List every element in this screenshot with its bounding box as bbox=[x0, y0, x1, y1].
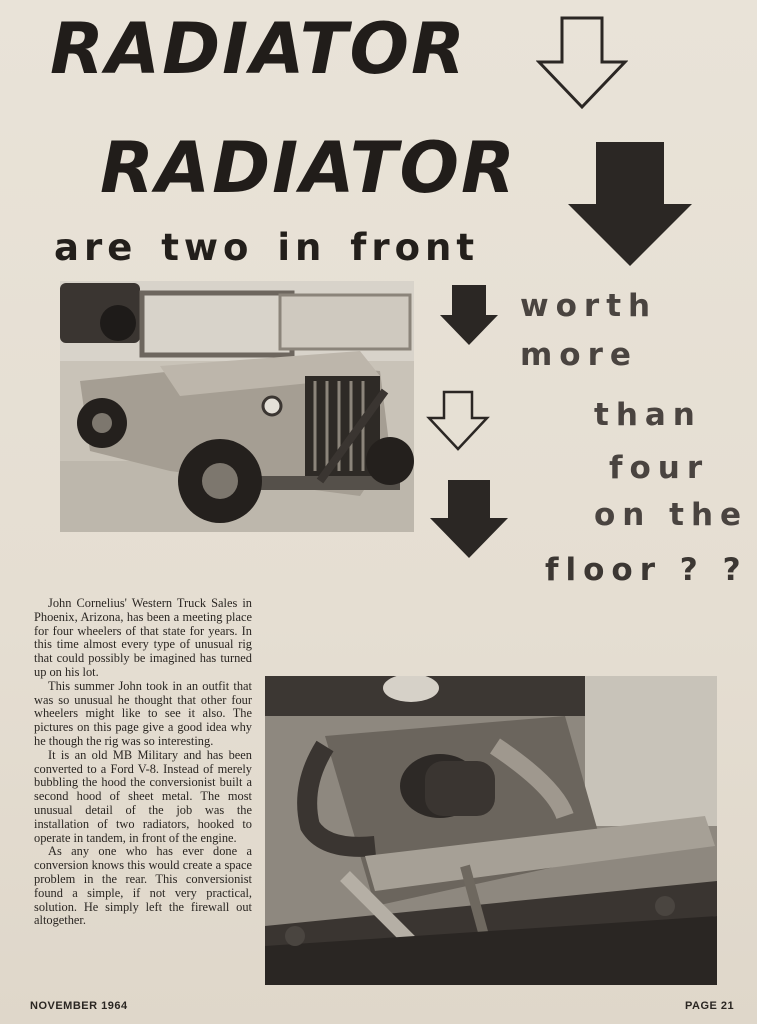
article-body bbox=[34, 597, 252, 928]
tagline-word-5: on the bbox=[594, 497, 749, 533]
article-paragraph: As any one who has ever done a conversion knows this would create a space problem in the rear. This conversionist found a simple, if not very practical, solution. He simply left the firewall out altogether. bbox=[34, 844, 252, 928]
tagline-word-1: worth bbox=[520, 288, 658, 324]
footer-page-number: PAGE 21 bbox=[685, 1000, 735, 1012]
arrow-down-outline-icon bbox=[536, 16, 628, 110]
article-paragraph: This summer John took in an outfit that was so unusual he thought that other four wheelers might like to see it also. The pictures on this page give a good idea why he though the rig was so interesting. bbox=[34, 678, 252, 748]
tagline-word-4: four bbox=[609, 450, 710, 486]
article-paragraph: It is an old MB Military and has been converted to a Ford V-8. Instead of merely bubbling the hood the conversionist built a second hood of sheet metal. The most unusual detail of the job was the installation of two radiators, hooked to operate in tandem, in front of the engine. bbox=[34, 747, 252, 845]
arrow-down-solid-icon bbox=[438, 285, 500, 347]
subheadline: are two in front bbox=[54, 226, 480, 269]
arrow-down-solid-icon bbox=[566, 142, 694, 268]
jeep-photo bbox=[60, 281, 414, 532]
headline-line-2: RADIATOR bbox=[100, 127, 517, 209]
footer-issue-date: NOVEMBER 1964 bbox=[30, 1000, 128, 1012]
arrow-down-solid-icon bbox=[428, 480, 510, 560]
article-paragraph: John Cornelius' Western Truck Sales in Phoenix, Arizona, has been a meeting place for four wheelers of that state for years. In this time almost every type of unusual rig that could possibly be imagined has turned up on his lot. bbox=[34, 596, 252, 679]
engine-photo bbox=[265, 676, 717, 985]
tagline-word-3: than bbox=[594, 397, 702, 433]
headline-line-1: RADIATOR bbox=[50, 8, 467, 90]
tagline-word-6: floor ? ? bbox=[545, 552, 748, 588]
arrow-down-outline-icon bbox=[426, 390, 490, 452]
tagline-word-2: more bbox=[520, 337, 638, 373]
